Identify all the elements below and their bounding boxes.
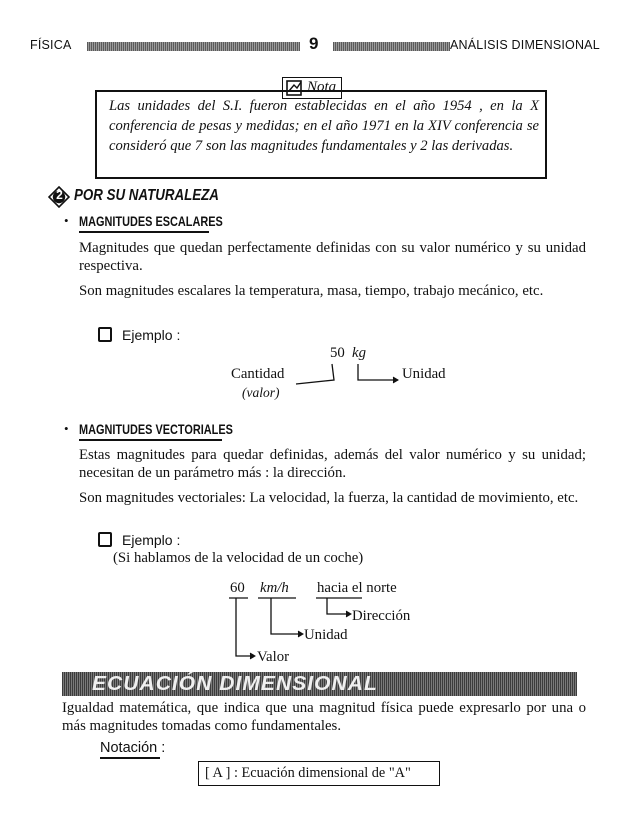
notacion-label: Notación :	[100, 740, 166, 756]
scalar-brackets	[290, 360, 400, 390]
scalar-value: 50	[330, 345, 345, 361]
notacion-underline	[100, 757, 160, 759]
example-label: Ejemplo :	[122, 327, 181, 343]
unidad-vector-label: Unidad	[304, 627, 348, 643]
valor-label: Valor	[257, 649, 290, 665]
page-number: 9	[309, 34, 319, 53]
header-left: FÍSICA	[30, 38, 72, 52]
vectoriales-underline	[79, 439, 222, 441]
note-text: Las unidades del S.I. fueron establecidas en el año 1954 , en la X conferencia de pesas y medidas; en el año 1971 en la XIV conferencia se consideró que 7 son las magnitudes fundamentales y 2 las derivadas.	[109, 98, 539, 154]
valor-paren-label: (valor)	[242, 385, 280, 400]
section-number: 2	[56, 188, 63, 202]
vector-value: 60	[230, 580, 245, 596]
vectoriales-paragraph-1: Estas magnitudes para quedar definidas, además del valor numérico y su unidad; necesitan de un parámetro más : la dirección.	[79, 447, 586, 482]
banner-title: ECUACIÓN DIMENSIONAL	[92, 673, 378, 695]
escalares-paragraph-2: Son magnitudes escalares la temperatura, masa, tiempo, trabajo mecánico, etc.	[79, 283, 544, 299]
vector-brackets	[224, 594, 364, 660]
bullet-dot: •	[64, 421, 69, 436]
direccion-label: Dirección	[352, 608, 411, 624]
vectoriales-paragraph-2: Son magnitudes vectoriales: La velocidad, la fuerza, la cantidad de movimiento, etc.	[79, 490, 579, 506]
ecuacion-paragraph: Igualdad matemática, que indica que una magnitud física puede expresarlo por una o más magnitudes tomadas como fundamentales.	[62, 700, 586, 735]
example-checkbox-icon	[98, 327, 112, 342]
unidad-label: Unidad	[402, 366, 446, 382]
header-right: ANÁLISIS DIMENSIONAL	[450, 38, 600, 52]
vector-direction: hacia el norte	[317, 580, 397, 596]
header-band-left	[87, 42, 300, 51]
example-checkbox-icon	[98, 532, 112, 547]
scalar-unit: kg	[352, 345, 366, 361]
vector-unit: km/h	[260, 580, 289, 596]
vectoriales-title: MAGNITUDES VECTORIALES	[79, 421, 233, 437]
escalares-paragraph-1: Magnitudes que quedan perfectamente definidas con su valor numérico y su unidad respectiva.	[79, 240, 586, 275]
example-label: Ejemplo :	[122, 532, 181, 548]
formula-text: [ A ] : Ecuación dimensional de "A"	[205, 765, 411, 781]
note-badge-label: Nota	[307, 79, 337, 95]
bullet-dot: •	[64, 213, 69, 228]
escalares-title: MAGNITUDES ESCALARES	[79, 213, 223, 229]
example-intro: (Si hablamos de la velocidad de un coche)	[113, 550, 364, 566]
section-title: POR SU NATURALEZA	[74, 187, 219, 204]
escalares-underline	[79, 231, 209, 233]
cantidad-label: Cantidad	[231, 366, 285, 382]
header-band-right	[333, 42, 450, 51]
